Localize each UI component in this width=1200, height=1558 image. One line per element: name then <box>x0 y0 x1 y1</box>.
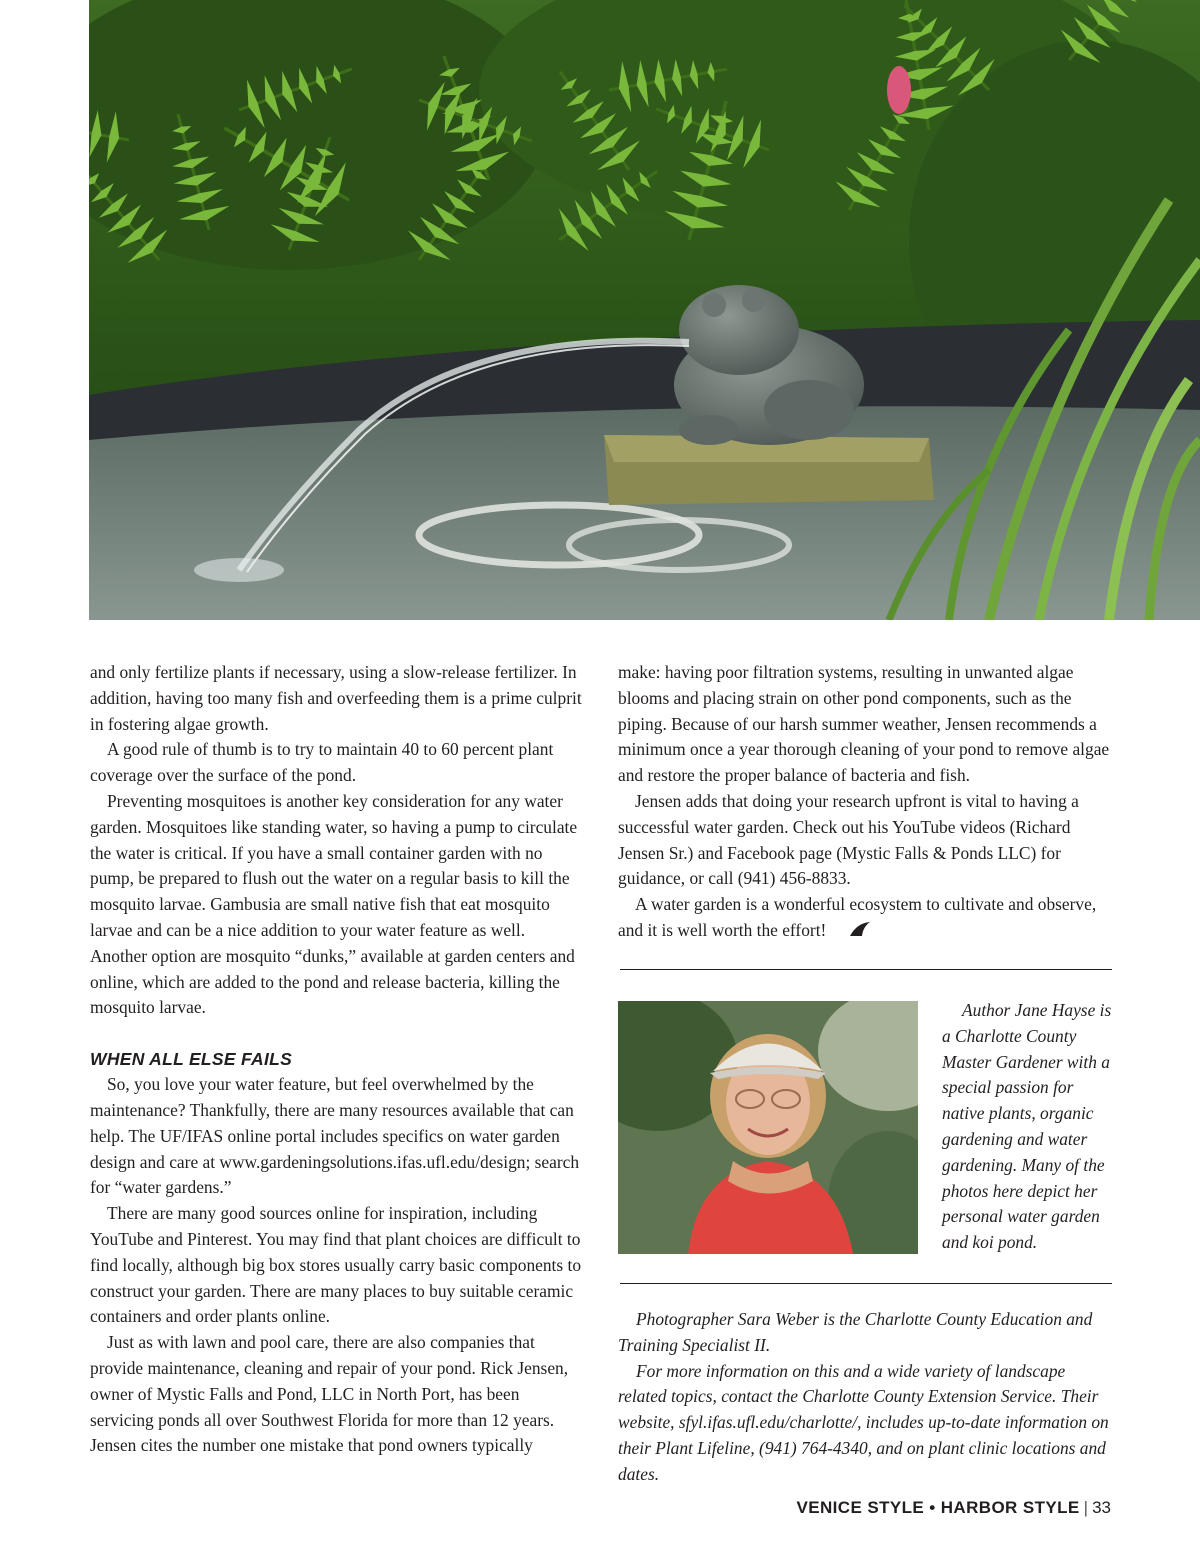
footer-separator: | <box>1083 1498 1089 1517</box>
divider-rule <box>620 969 1112 970</box>
body-paragraph-final <box>618 892 1112 945</box>
page-number: 33 <box>1092 1498 1111 1517</box>
frog-fountain-photo <box>89 0 1200 620</box>
left-column <box>90 660 582 1459</box>
right-column <box>618 660 1112 945</box>
body-paragraph: Just as with lawn and pool care, there are also companies that provide maintenance, cleaning and repair of your pond. Rick Jensen, owner of Mystic Falls and Pond, LLC in North Port, has been servicing ponds all over Southwest Florida for more than 12 years. Jensen cites the number one mistake that pond owners typically <box>90 1332 569 1456</box>
page-footer <box>797 1496 1111 1520</box>
body-paragraph: Preventing mosquitoes is another key consideration for any water garden. Mosquitoes like standing water, so having a pump to circulate the water is critical. If you have a small container garden with no pump, be prepared to flush out the water on a regular basis to kill the mosquito larvae. Gambusia are small native fish that eat mosquito larvae and can be a nice addition to your water feature as well. Another option are mosquito “dunks,” available at garden centers and online, which are added to the pond and release bacteria, killing the mosquito larvae. <box>90 790 578 1018</box>
divider-rule <box>620 1283 1112 1284</box>
section-subhead: WHEN ALL ELSE FAILS <box>90 1049 293 1070</box>
magazine-name: VENICE STYLE • HARBOR STYLE <box>796 1498 1080 1517</box>
photographer-credit: Photographer Sara Weber is the Charlotte County Education and Training Specialist II. <box>618 1309 1093 1355</box>
more-info-note: For more information on this and a wide variety of landscape related topics, contact the Charlotte County Extension Service. Their website, sfyl.ifas.ufl.edu/charlotte/, includes up-to-date information on their Plant Lifeline, (941) 764-4340, and on plant clinic locations and dates. <box>618 1360 1109 1484</box>
body-paragraph: and only fertilize plants if necessary, using a slow-release fertilizer. In addition, having too many fish and overfeeding them is a prime culprit in fostering algae growth. <box>90 662 582 734</box>
body-paragraph: A good rule of thumb is to try to maintain 40 to 60 percent plant coverage over the surface of the pond. <box>90 739 554 786</box>
body-paragraph-text: A water garden is a wonderful ecosystem to cultivate and observe, and it is well worth the effort! <box>618 894 1097 940</box>
body-paragraph: There are many good sources online for inspiration, including YouTube and Pinterest. You may find that plant choices are difficult to find locally, although big box stores usually carry basic components to construct your garden. There are many places to buy suitable ceramic containers and order plants online. <box>90 1203 582 1327</box>
body-paragraph: Jensen adds that doing your research upfront is vital to having a successful water garden. Check out his YouTube videos (Richard Jensen Sr.) and Facebook page (Mystic Falls & Ponds LLC) for guidance, or call (941) 456-8833. <box>618 790 1079 889</box>
body-paragraph: So, you love your water feature, but feel overwhelmed by the maintenance? Thankfully, there are many resources available that can help. The UF/IFAS online portal includes specifics on water garden design and care at www.gardeningsolutions.ifas.ufl.edu/design; search for “water gardens.” <box>90 1074 580 1198</box>
author-bio: Author Jane Hayse is a Charlotte County Master Gardener with a special passion for native plants, organic gardening and water gardening. Many of the photos here depict her personal water garden and koi pond. <box>942 1000 1112 1253</box>
credits <box>618 1307 1112 1488</box>
body-paragraph: make: having poor filtration systems, resulting in unwanted algae blooms and placing strain on other pond components, such as the piping. Because of our harsh summer weather, Jensen recommends a minimum once a year thorough cleaning of your pond to remove algae and restore the proper balance of bacteria and fish. <box>618 662 1110 786</box>
sail-end-mark-icon <box>832 919 871 945</box>
author-portrait-photo <box>618 1001 918 1254</box>
hero-photo <box>89 0 1200 620</box>
